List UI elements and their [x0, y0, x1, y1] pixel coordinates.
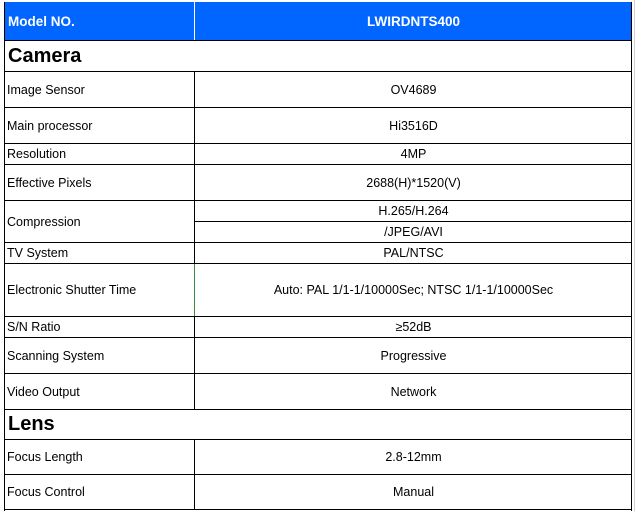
- spec-row-tv-system: [4, 243, 632, 263]
- spec-value: H.265/H.264: [378, 204, 449, 218]
- spec-value: Auto: PAL 1/1-1/10000Sec; NTSC 1/1-1/10000Sec: [273, 283, 554, 297]
- spec-label: TV System: [4, 243, 195, 263]
- spec-row-focus-control: [4, 475, 632, 509]
- spec-label: Scanning System: [4, 338, 195, 373]
- grid-line: [634, 0, 635, 511]
- row-divider: [195, 221, 632, 222]
- spec-row-video-output: [4, 374, 632, 409]
- spec-value: 4MP: [400, 147, 427, 161]
- spec-value: /JPEG/AVI: [384, 225, 443, 239]
- table-border-right: [631, 2, 632, 511]
- spec-label: Focus Control: [4, 475, 195, 509]
- spec-row-shutter: [4, 264, 632, 316]
- spec-label: S/N Ratio: [4, 317, 195, 337]
- spec-label: Image Sensor: [4, 72, 195, 107]
- spec-label: Compression: [4, 201, 195, 242]
- spec-row-focus-length: [4, 440, 632, 474]
- spec-value: Hi3516D: [389, 118, 438, 133]
- row-divider: [4, 509, 632, 510]
- spec-value: 2688(H)*1520(V): [366, 175, 461, 190]
- model-no-label: Model NO.: [4, 2, 195, 40]
- selected-cell-border: [194, 264, 195, 316]
- spec-label: Video Output: [4, 374, 195, 409]
- spec-row-resolution: [4, 144, 632, 164]
- spec-label: Electronic Shutter Time: [4, 264, 195, 316]
- spec-label: Focus Length: [4, 440, 195, 474]
- spec-value: ≥52dB: [395, 320, 432, 334]
- spec-value: Network: [390, 384, 437, 399]
- spec-label: Effective Pixels: [4, 165, 195, 200]
- section-camera: Camera: [8, 44, 82, 67]
- spec-value: OV4689: [390, 82, 437, 97]
- spec-row-sn-ratio: [4, 317, 632, 337]
- spec-row-image-sensor: [4, 72, 632, 107]
- spec-value: Manual: [393, 485, 434, 499]
- model-no-value: LWIRDNTS400: [366, 13, 461, 29]
- spec-header-row: [4, 2, 632, 40]
- spec-row-scanning: [4, 338, 632, 373]
- spec-label: Resolution: [4, 144, 195, 164]
- spec-value: Progressive: [380, 348, 447, 363]
- spec-label: Main processor: [4, 108, 195, 143]
- table-border-left: [4, 2, 5, 511]
- spec-row-main-processor: [4, 108, 632, 143]
- spec-value: PAL/NTSC: [383, 246, 444, 260]
- section-lens: Lens: [8, 413, 55, 435]
- spec-row-effective-pixels: [4, 165, 632, 200]
- spec-value: 2.8-12mm: [385, 450, 442, 464]
